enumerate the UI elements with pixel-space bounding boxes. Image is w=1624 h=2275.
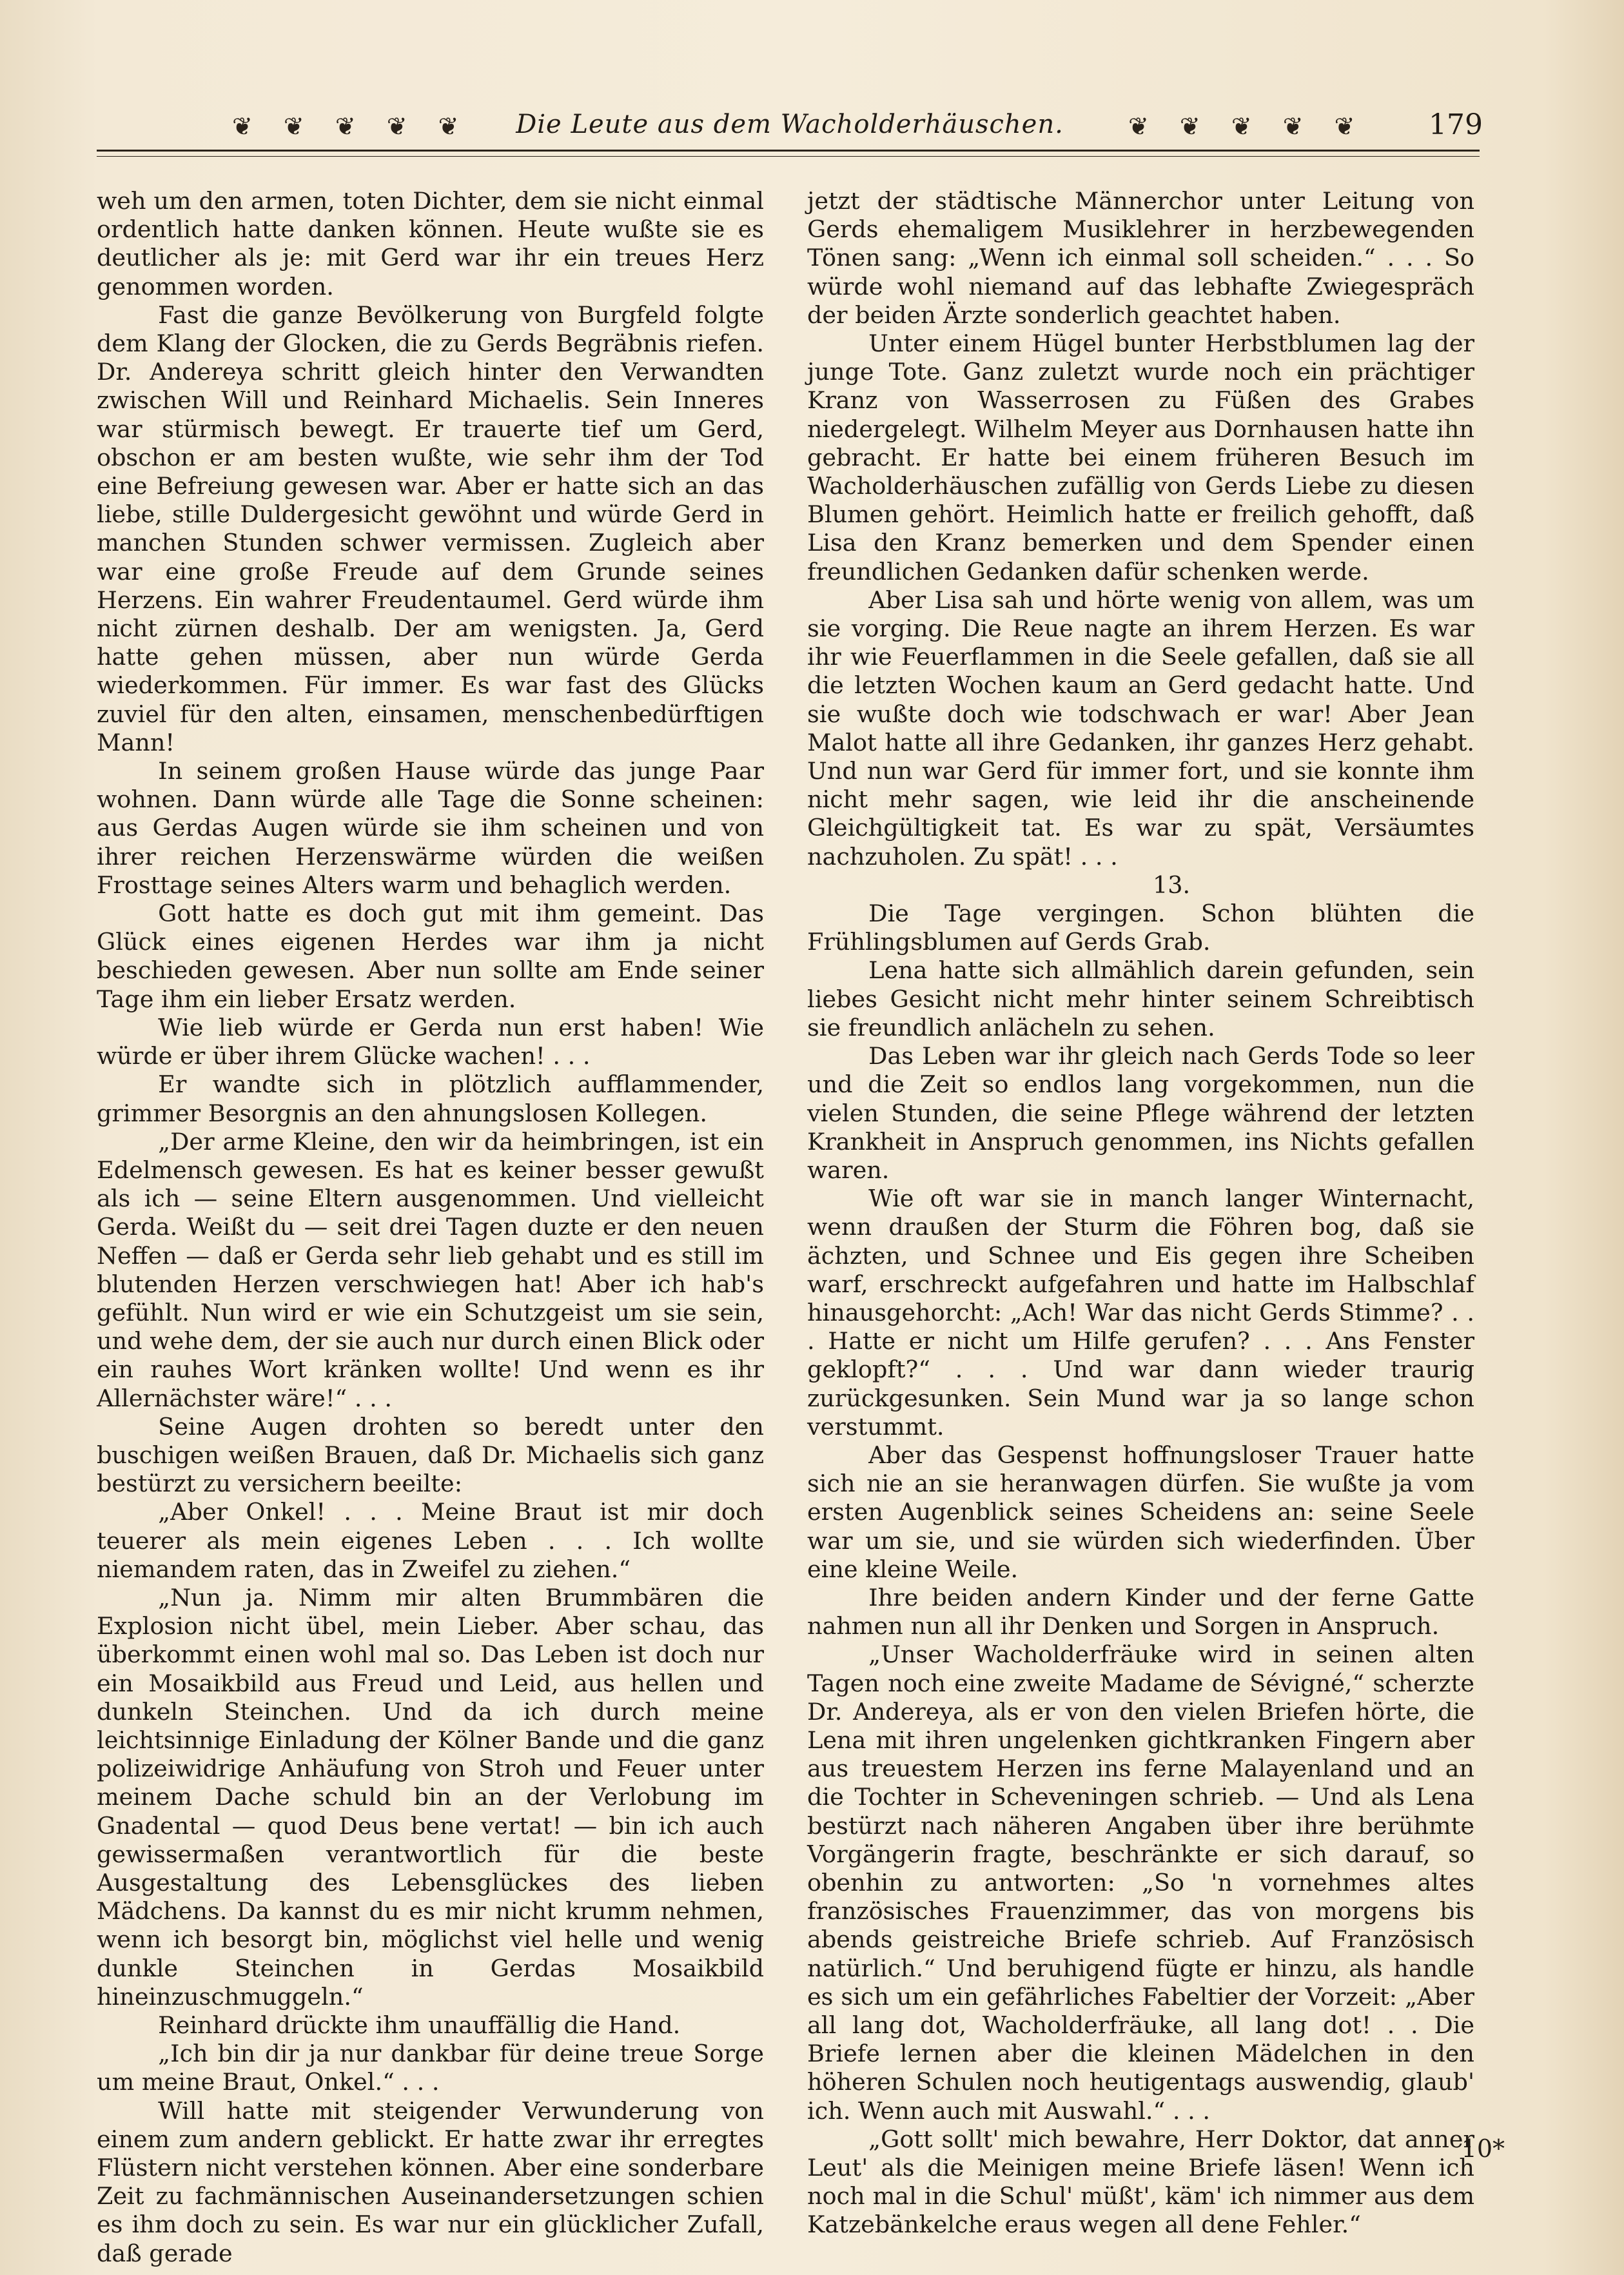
right-column bbox=[807, 187, 1474, 2240]
left-column bbox=[97, 187, 764, 2268]
paragraph: Er wandte sich in plötzlich aufflammender, grimmer Besorgnis an den ahnungslosen Kollegen. bbox=[97, 1070, 764, 1127]
section-number: 13. bbox=[1152, 871, 1191, 899]
paragraph: Will hatte mit steigender Verwunderung von einem zum andern geblickt. Er hatte zwar ihr erregtes Flüstern nicht verstehen können. Aber eine sonderbare Zeit zu fachmännischen Auseinandersetzungen schien es ihm doch zu sein. Es war nur ein glücklicher Zufall, daß gerade bbox=[97, 2096, 764, 2267]
paragraph: „Aber Onkel! . . . Meine Braut ist mir doch teuerer als mein eigenes Leben . . . Ich wollte niemandem raten, das in Zweifel zu ziehen.“ bbox=[97, 1498, 764, 1583]
paragraph: Fast die ganze Bevölkerung von Burgfeld folgte dem Klang der Glocken, die zu Gerds Begräbnis riefen. Dr. Andereya schritt gleich hinter den Verwandten zwischen Will und Reinhard Michaelis. Sein Inneres war stürmisch bewegt. Er trauerte tief um Gerd, obschon er am besten wußte, wie sehr ihm der Tod eine Befreiung gewesen war. Aber er hatte sich an das liebe, stille Duldergesicht gewöhnt und würde Gerd in manchen Stunden schwer vermissen. Zugleich aber war eine große Freude auf dem Grunde seines Herzens. Ein wahrer Freudentaumel. Gerd würde ihm nicht zürnen deshalb. Der am wenigsten. Ja, Gerd hatte gehen müssen, aber nun würde Gerda wiederkommen. Für immer. Es war fast des Glücks zuviel für den alten, einsamen, menschenbedürftigen Mann! bbox=[97, 300, 764, 756]
paragraph: Reinhard drückte ihm unauffällig die Hand. bbox=[158, 2011, 681, 2039]
paragraph: Ihre beiden andern Kinder und der ferne Gatte nahmen nun all ihr Denken und Sorgen in Anspruch. bbox=[807, 1583, 1474, 1640]
ornament-left-decoration: ❦ ❦ ❦ ❦ ❦ bbox=[232, 112, 471, 141]
paragraph: In seinem großen Hause würde das junge Paar wohnen. Dann würde alle Tage die Sonne scheinen: aus Gerdas Augen würde sie ihm scheinen und von ihrer reichen Herzenswärme würden die weißen Frosttage seines Alters warm und behaglich werden. bbox=[97, 757, 764, 899]
paragraph: „Unser Wacholderfräuke wird in seinen alten Tagen noch eine zweite Madame de Sévigné,“ scherzte Dr. Andereya, als er von den vielen Briefen hörte, die Lena mit ihren ungelenken gichtkranken Fingern aber aus treuestem Herzen ins ferne Malayenland und an die Tochter in Scheveningen schrieb. — Und als Lena bestürzt nach näheren Angaben über ihre berühmte Vorgängerin fragte, beschränkte er sich darauf, so obenhin zu antworten: „So 'n vornehmes altes französisches Frauenzimmer, das von morgens bis abends geistreiche Briefe schrieb. Auf Französisch natürlich.“ Und beruhigend fügte er hinzu, als handle es sich um ein gefährliches Fabeltier der Vorzeit: „Aber all lang dot, Wacholderfräuke, all lang dot! . . Die Briefe lernen aber die kleinen Mädelchen in den höheren Schulen noch heutigentags auswendig, glaub' ich. Wenn auch mit Auswahl.“ . . . bbox=[807, 1640, 1474, 2125]
paragraph: Gott hatte es doch gut mit ihm gemeint. Das Glück eines eigenen Herdes war ihm ja nicht beschieden gewesen. Aber nun sollte am Ende seiner Tage ihm ein lieber Ersatz werden. bbox=[97, 900, 764, 1013]
paragraph: Wie lieb würde er Gerda nun erst haben! Wie würde er über ihrem Glücke wachen! . . . bbox=[97, 1013, 764, 1070]
paragraph: Wie oft war sie in manch langer Winternacht, wenn draußen der Sturm die Föhren bog, daß sie ächzten, und Schnee und Eis gegen ihre Scheiben warf, erschreckt aufgefahren und hatte im Halbschlaf hinausgehorcht: „Ach! War das nicht Gerds Stimme? . . . Hatte er nicht um Hilfe gerufen? . . . Ans Fenster geklopft?“ . . . Und war dann wieder traurig zurückgesunken. Sein Mund war ja so lange schon verstummt. bbox=[807, 1185, 1474, 1441]
paragraph: Seine Augen drohten so beredt unter den buschigen weißen Brauen, daß Dr. Michaelis sich ganz bestürzt zu versichern beeilte: bbox=[97, 1412, 764, 1498]
paragraph: Aber das Gespenst hoffnungsloser Trauer hatte sich nie an sie heranwagen dürfen. Sie wußte ja vom ersten Augenblick seines Scheidens an: seine Seele war um sie, und sie würden sich wiederfinden. Über eine kleine Weile. bbox=[807, 1441, 1474, 1583]
paragraph: Die Tage vergingen. Schon blühten die Frühlingsblumen auf Gerds Grab. bbox=[807, 900, 1474, 956]
header-rule-thick bbox=[97, 150, 1480, 152]
paragraph: Das Leben war ihr gleich nach Gerds Tode so leer und die Zeit so endlos lang vorgekommen, nun die vielen Stunden, die seine Pflege während der letzten Krankheit in Anspruch genommen, ins Nichts gefallen waren. bbox=[807, 1042, 1474, 1184]
ornament-right-decoration: ❦ ❦ ❦ ❦ ❦ bbox=[1128, 112, 1367, 141]
running-header bbox=[97, 103, 1483, 161]
paragraph: „Nun ja. Nimm mir alten Brummbären die Explosion nicht übel, mein Lieber. Aber schau, das überkommt einen wohl mal so. Das Leben ist doch nur ein Mosaikbild aus Freud und Leid, aus hellen und dunkeln Steinchen. Und da ich durch meine leichtsinnige Einladung der Kölner Bande und die ganz polizeiwidrige Anhäufung von Stroh und Feuer unter meinem Dache schuld bin an der Verlobung im Gnadental — quod Deus bene vertat! — bin ich auch gewissermaßen verantwortlich für die beste Ausgestaltung des Lebensglückes des lieben Mädchens. Da kannst du es mir nicht krumm nehmen, wenn ich besorgt bin, möglichst viel helle und wenig dunkle Steinchen in Gerdas Mosaikbild hineinzuschmuggeln.“ bbox=[97, 1583, 764, 2011]
header-rule-thin bbox=[97, 156, 1480, 157]
paragraph: Aber Lisa sah und hörte wenig von allem, was um sie vorging. Die Reue nagte an ihrem Herzen. Es war ihr wie Feuerflammen in die Seele gefallen, daß sie all die letzten Wochen kaum an Gerd gedacht hatte. Und sie wußte doch wie todschwach er war! Aber Jean Malot hatte all ihre Gedanken, ihr ganzes Herz gehabt. Und nun war Gerd für immer fort, und sie konnte ihm nicht mehr sagen, wie leid ihr die anscheinende Gleichgültigkeit tat. Es war zu spät, Versäumtes nachzuholen. Zu spät! . . . bbox=[807, 586, 1474, 871]
paragraph: Unter einem Hügel bunter Herbstblumen lag der junge Tote. Ganz zuletzt wurde noch ein prächtiger Kranz von Wasserrosen zu Füßen des Grabes niedergelegt. Wilhelm Meyer aus Dornhausen hatte ihn gebracht. Er hatte bei einem früheren Besuch im Wacholderhäuschen zufällig von Gerds Liebe zu diesen Blumen gehört. Heimlich hatte er freilich gehofft, daß Lisa den Kranz bemerken und dem Spender einen freundlichen Gedanken dafür schenken werde. bbox=[807, 330, 1474, 586]
signature-mark: 10* bbox=[1461, 2134, 1505, 2163]
paragraph: weh um den armen, toten Dichter, dem sie nicht einmal ordentlich hatte danken können. Heute wußte sie es deutlicher als je: mit Gerd war ihr ein treues Herz genommen worden. bbox=[97, 187, 764, 300]
paragraph: Lena hatte sich allmählich darein gefunden, sein liebes Gesicht nicht mehr hinter seinem Schreibtisch sie freundlich anlächeln zu sehen. bbox=[807, 956, 1474, 1041]
paragraph: „Der arme Kleine, den wir da heimbringen, ist ein Edelmensch gewesen. Es hat es keiner besser gewußt als ich — seine Eltern ausgenommen. Und vielleicht Gerda. Weißt du — seit drei Tagen duzte er den neuen Neffen — daß er Gerda sehr lieb gehabt und es still im blutenden Herzen verschwiegen hat! Aber ich hab's gefühlt. Nun wird er wie ein Schutzgeist um sie sein, und wehe dem, der sie auch nur durch einen Blick oder ein rauhes Wort kränken wollte! Und wenn es ihr Allernächster wäre!“ . . . bbox=[97, 1127, 764, 1412]
running-title: Die Leute aus dem Wacholderhäuschen. bbox=[516, 110, 1064, 139]
page-number: 179 bbox=[1429, 108, 1483, 141]
paragraph: jetzt der städtische Männerchor unter Leitung von Gerds ehemaligem Musiklehrer in herzbewegenden Tönen sang: „Wenn ich einmal soll scheiden.“ . . . So würde wohl niemand auf das lebhafte Zwiegespräch der beiden Ärzte sonderlich geachtet haben. bbox=[807, 187, 1474, 329]
paragraph: „Ich bin dir ja nur dankbar für deine treue Sorge um meine Braut, Onkel.“ . . . bbox=[97, 2040, 764, 2096]
paragraph: „Gott sollt' mich bewahre, Herr Doktor, dat anner Leut' als die Meinigen meine Briefe läsen! Wenn ich noch mal in die Schul' müßt', käm' ich nimmer aus dem Katzebänkelche eraus wegen all dene Fehler.“ bbox=[807, 2125, 1474, 2239]
